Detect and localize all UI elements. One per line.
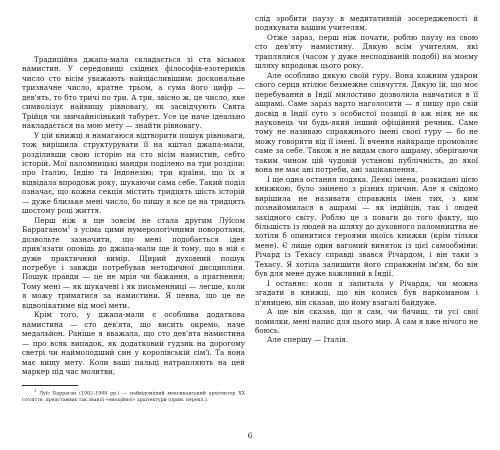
left-column	[22, 55, 245, 404]
paragraph	[22, 216, 245, 311]
footnote-number: 1	[34, 389, 37, 394]
paragraph: А ще він сказав, що я сам, чи бачиш, ти усі свої помилки, мені напис для цього мир. А сам я вже нічого не боюсь.	[255, 307, 478, 335]
paragraph: Крім того, у джапа-мали є особлива додаткова намистина — сто дев'ята, що висить окремо, наче медальйон. Раніше я вважала, що сто дев'ята намистина — про всяк випадок, як додатковий гудзик на дорогому светрі чи наймолодший син у королівській сім'ї. Та вона має вищу мету. Коли ваші пальці натрапляють на цей маркер під час молитви,	[22, 310, 245, 376]
paragraph: Але особливо дякую своїй гуру. Вона кожним ударом свого серця втілює безмежне співчуття. Дякую їй, що моє перебування в Індії милостиво дозволила навчатися в її ашрамі. Саме зараз варто наголосити — я пишу про свій досвід в Індії суто з особистої позиції й аж ніяк не як науковець чи будь-який інший офіційний речник. Саме тому не називаю справжнього імені своєї гуру — бо не можу говорити від її імені. Її вчення найкраще промовляє саме за себе. Також я не видам свого ашраму, зберігаючи таким чином цій чудовій установі публічність, до якої вона не має ані потреби, ані зацікавлення.	[255, 70, 478, 175]
page-number: 6	[247, 431, 253, 440]
paragraph: І ще одна остання подяка. Деякі імена, розкидані цією книжкою, було змінено з різних причин. Але я свідомо вирішила не називати справжніх імен тих, з ким познайомилася в ашрамі — як індійців, так і людей західного світу. Роблю це з поваги до того факту, що більшість із людей на шляху до духовного паломництва не хотіли б опинитися героями якоїсь книжки (крім тільки мене). Є лише один вагомий виняток із цієї самообміни: Річард із Техасу справді звався Річардом, і він таки з Техасу. Я хотіла залишити його справжнім ім'ям, бо він був для мене дуже важливий в Індії.	[255, 174, 478, 279]
footnote-text: Луїс Барраган (1902–1988 рр.) — найвідоміший мексиканський архітектор XX століття, представник так званої «емоційної» архітектури (прим. перекл.).	[22, 391, 245, 403]
paragraph-text: Перш ніж я ще зовсім не стала другим Лу́їсом Барраганом	[22, 215, 245, 235]
text-columns	[22, 14, 478, 404]
paragraph: Отже зараз, перш ніж почати, роблю паузу на свою сто дев'яту намистину. Дякую всім учителям, які траплялися (часом у дуже несподіваній подобі) на моєму шляху впродовж цього року.	[255, 32, 478, 71]
footnote	[22, 389, 245, 403]
footnote-divider	[22, 385, 78, 386]
paragraph: І останнє: коли я запитала у Річарда, чи можна згадати в книжці, що він колись був наркоманом і п'яницею, він сказав, що йому взагалі байдуже.	[255, 278, 478, 307]
paragraph: У цій книжці я намагаюся відтворити пошук рівноваги, тож вирішила структурувати її на кштал джапа-мали, розділивши свою історію на сто вісім намистин, себто історій. Мої паломницькі мандри поділено на три розділи: про Італію, Індію та Індонезію; три країни, що їх я відвідала впродовж року, шукаючи сама себе. Такий поділ означає, що кожна секція містить тридцять шість історій — дуже близьке мені число, бо пишу я все це на тридцять шостому році життя.	[22, 130, 245, 216]
right-column	[255, 14, 478, 345]
paragraph-text: з усіма цими нумерологічними поворотами, дозвольте зазначити, що мені подобається ідея прив'язати оповідь до джапа-мали ще й тому, що в ній є дуже практичний вимір. Щирий духовний пошук потребує і завжди потребував методичної дисципліни. Пошук правди — це не мрія чи бажання, а прагнення; Тому мені — як шукачеві і як письменниці — легше, коли я можу триматися за намистини. Я певна, що це не відволікатиме від моєї мети.	[22, 225, 245, 310]
footnote-mark[interactable]: 1	[67, 225, 71, 231]
paragraph: Але спершу — Італія.	[267, 335, 349, 345]
paragraph: слід зробити паузу в медитативній зосередженості й подякувати вашим учителям.	[255, 14, 478, 33]
paragraph: Традиційна джапа-мала складається зі ста вісьмох намистин. У середовищі східних філософів-езотериків число сто вісім уважають найщасливішим: доскональне тризначне число, кратне трьом, а сума його цифр — дев'ять, то бто тричі по три. А три, звісно ж, це число, яке символізує найвищу рівновагу, як засвідчують Свята Трійця чи звичайнісінький табурет. Усе це наче ідеально накладається на мою мету — знайти рівновагу.	[22, 55, 245, 131]
